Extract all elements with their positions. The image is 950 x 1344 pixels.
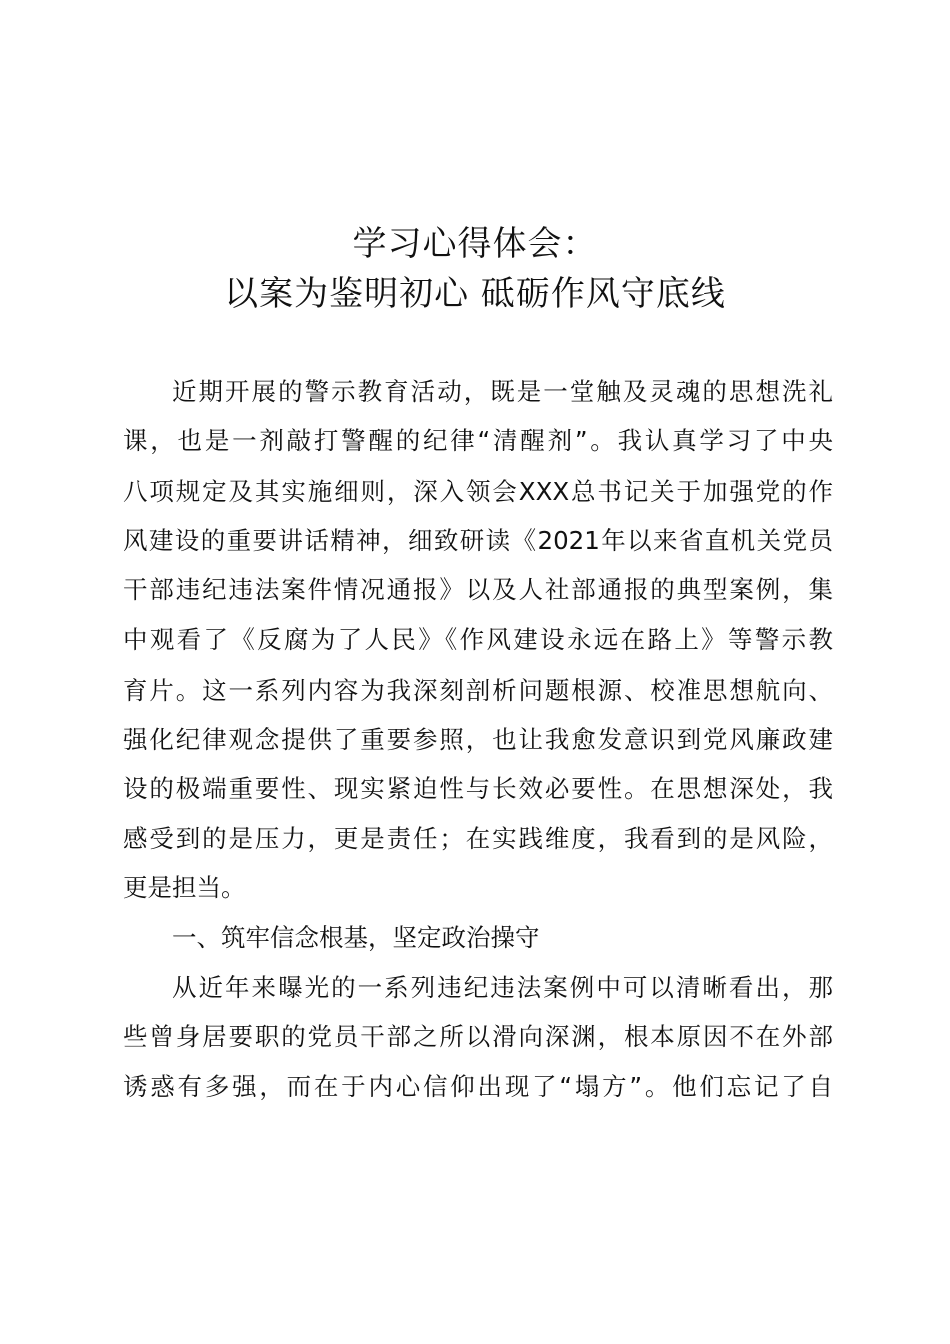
- paragraph-1-line: 育片。这一系列内容为我深刻剖析问题根源、校准思想航向、: [123, 676, 833, 705]
- paragraph-1-line: 课，也是一剂敲打警醒的纪律“清醒剂”。我认真学习了中央: [123, 426, 833, 455]
- paragraph-1-line: 强化纪律观念提供了重要参照，也让我愈发意识到党风廉政建: [123, 725, 833, 754]
- paragraph-1-line: 近期开展的警示教育活动，既是一堂触及灵魂的思想洗礼: [172, 377, 833, 406]
- paragraph-1-line: 八项规定及其实施细则，深入领会XXX总书记关于加强党的作: [123, 477, 833, 506]
- paragraph-2-line: 从近年来曝光的一系列违纪违法案例中可以清晰看出，那: [172, 973, 833, 1002]
- paragraph-1-line: 更是担当。: [123, 873, 246, 902]
- paragraph-2-line: 些曾身居要职的党员干部之所以滑向深渊，根本原因不在外部: [123, 1022, 833, 1051]
- paragraph-1-line: 风建设的重要讲话精神，细致研读《2021年以来省直机关党员: [123, 526, 833, 555]
- paragraph-1-line: 干部违纪违法案件情况通报》以及人社部通报的典型案例，集: [123, 575, 833, 604]
- paragraph-2-line: 诱惑有多强，而在于内心信仰出现了“塌方”。他们忘记了自: [123, 1072, 833, 1101]
- document-title-line-2: 以案为鉴明初心 砥砺作风守底线: [224, 274, 726, 314]
- paragraph-1-line: 中观看了《反腐为了人民》《作风建设永远在路上》等警示教: [123, 625, 833, 654]
- section-1-heading: 一、筑牢信念根基，坚定政治操守: [172, 923, 540, 952]
- paragraph-1-line: 设的极端重要性、现实紧迫性与长效必要性。在思想深处，我: [123, 774, 833, 803]
- paragraph-1-line: 感受到的是压力，更是责任；在实践维度，我看到的是风险，: [123, 824, 833, 853]
- document-title-line-1: 学习心得体会：: [352, 224, 598, 264]
